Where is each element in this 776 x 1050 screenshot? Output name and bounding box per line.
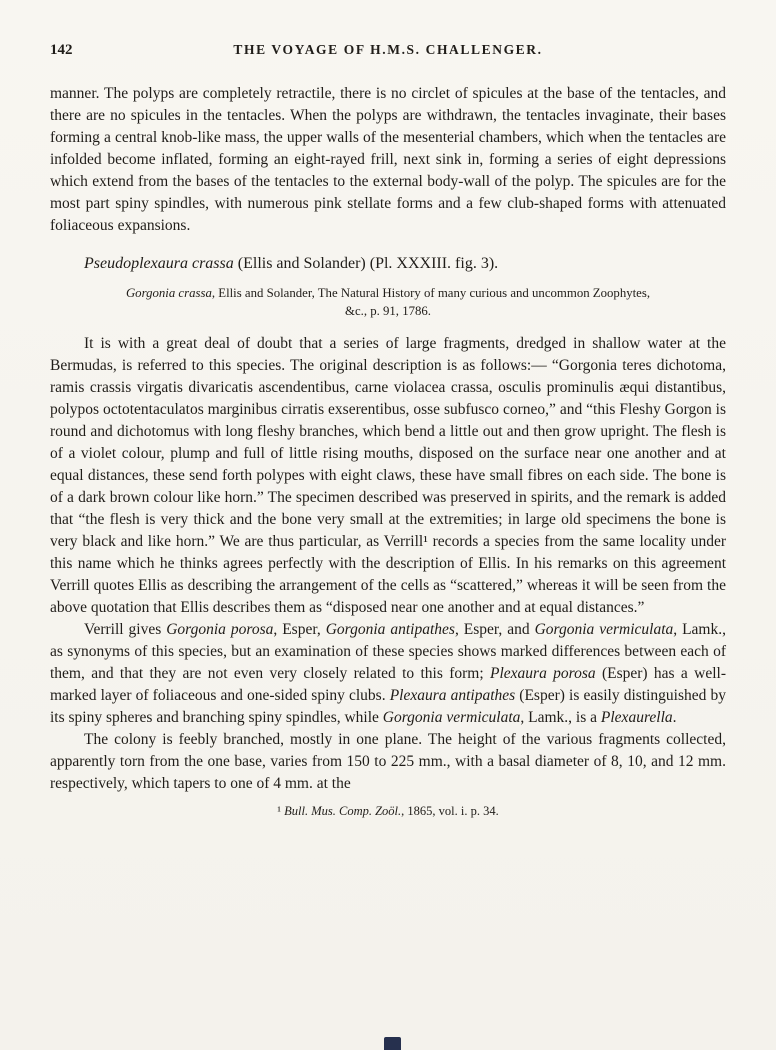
paragraph: Verrill gives Gorgonia porosa, Esper, Gorgonia antipathes, Esper, and Gorgonia vermiculata, Lamk., as synonyms of this species, but an examination of these species shows marked differences between each of them, and that they are not even very closely related to this form; Plexaura porosa (Esper) has a well-marked layer of foliaceous and one-sided spiny clubs. Plexaura antipathes (Esper) is easily distinguished by its spiny spheres and branching spiny spindles, while Gorgonia vermiculata, Lamk., is a Plexaurella.: [50, 621, 726, 726]
footnote: ¹ Bull. Mus. Comp. Zoöl., 1865, vol. i. p. 34.: [277, 804, 499, 818]
page-number: 142: [50, 42, 73, 58]
page-header: [50, 42, 726, 59]
species-heading: Pseudoplexaura crassa (Ellis and Solander) (Pl. XXXIII. fig. 3).: [84, 255, 499, 272]
paragraph-continuation: manner. The polyps are completely retractile, there is no circlet of spicules at the base of the tentacles, and there are no spicules in the tentacles. When the polyps are withdrawn, the tentacles invaginate, their bases forming a central knob-like mass, the upper walls of the mesenterial chambers, which when the tentacles are infolded become inflated, forming an eight-rayed frill, next sink in, forming a series of eight depressions which extend from the bases of the tentacles to the external body-wall of the polyp. The spicules are for the most part spiny spindles, with numerous pink stellate forms and a few club-shaped forms with attenuated foliaceous expansions.: [50, 85, 726, 234]
scan-artifact: [384, 1037, 401, 1050]
citation-reference: Gorgonia crassa, Ellis and Solander, The Natural History of many curious and uncommon Zoophytes, &c., p. 91, 1786.: [125, 286, 651, 318]
paragraph: It is with a great deal of doubt that a series of large fragments, dredged in shallow water at the Bermudas, is referred to this species. The original description is as follows:— “Gorgonia teres dichotoma, ramis crassis virgatis divaricatis ascendentibus, carne violacea crassa, osculis prominulis æqui distantibus, polypos octotentaculatos marginibus cirratis exserentibus, osse subfusco corneo,” and “this Fleshy Gorgon is round and dichotomus with long fleshy branches, which bend a little out and then grow upright. The flesh is of a violet colour, plump and full of little rising mouths, disposed on the surface near one another and at equal distances, these send forth polypes with eight claws, these have small fibres on each side. The bone is of a dark brown colour like horn.” The specimen described was preserved in spirits, and the remark is added that “the flesh is very thick and the bone very small at the extremities; in large old specimens the bone is very black and like horn.” We are thus particular, as Verrill¹ records a species from the same locality under this name which he thinks agrees perfectly with the description of Ellis. In his remarks on this agreement Verrill quotes Ellis as describing the arrangement of the cells as “scattered,” whereas it will be seen from the above quotation that Ellis describes them as “disposed near one another and at equal distances.”: [50, 335, 726, 616]
running-title: THE VOYAGE OF H.M.S. CHALLENGER.: [233, 42, 543, 57]
paragraph: The colony is feebly branched, mostly in one plane. The height of the various fragments collected, apparently torn from the one base, varies from 150 to 225 mm., with a basal diameter of 8, 10, and 12 mm. respectively, which tapers to one of 4 mm. at the: [50, 731, 726, 792]
page-body: [50, 83, 726, 795]
